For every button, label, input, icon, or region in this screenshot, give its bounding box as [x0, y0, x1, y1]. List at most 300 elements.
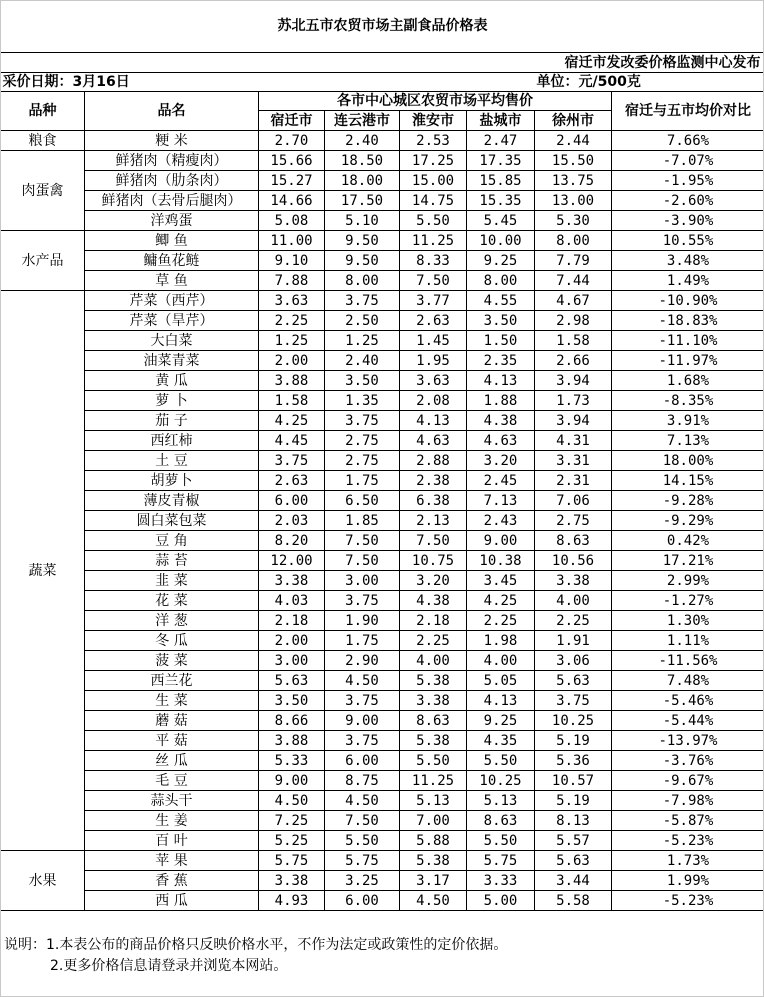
price-cell: 2.45 — [467, 471, 535, 491]
compare-cell: -5.46% — [612, 691, 764, 711]
price-cell: 4.13 — [400, 411, 467, 431]
item-name-cell: 平 菇 — [85, 731, 259, 751]
compare-cell: 7.13% — [612, 431, 764, 451]
compare-cell: -8.35% — [612, 391, 764, 411]
compare-cell: -5.44% — [612, 711, 764, 731]
price-cell: 5.25 — [259, 831, 325, 851]
price-cell: 5.05 — [467, 671, 535, 691]
compare-cell: 7.66% — [612, 131, 764, 151]
item-name-cell: 香 蕉 — [85, 871, 259, 891]
table-row — [1, 731, 764, 751]
price-cell: 4.03 — [259, 591, 325, 611]
table-row — [1, 131, 764, 151]
table-row — [1, 191, 764, 211]
price-cell: 6.00 — [325, 751, 400, 771]
price-cell: 3.06 — [535, 651, 612, 671]
price-cell: 10.57 — [535, 771, 612, 791]
price-cell: 5.50 — [467, 751, 535, 771]
price-cell: 3.75 — [325, 691, 400, 711]
item-name-cell: 豆 角 — [85, 531, 259, 551]
table-row — [1, 271, 764, 291]
price-cell: 1.73 — [535, 391, 612, 411]
compare-cell: -18.83% — [612, 311, 764, 331]
table-row — [1, 391, 764, 411]
compare-cell: -5.87% — [612, 811, 764, 831]
price-cell: 3.75 — [325, 591, 400, 611]
price-cell: 4.31 — [535, 431, 612, 451]
item-name-cell: 蒜头干 — [85, 791, 259, 811]
item-name-cell: 洋鸡蛋 — [85, 211, 259, 231]
price-cell: 10.25 — [535, 711, 612, 731]
price-cell: 5.00 — [467, 891, 535, 911]
price-cell: 1.88 — [467, 391, 535, 411]
header-city-group: 各市中心城区农贸市场平均售价 — [259, 92, 612, 111]
price-cell: 7.88 — [259, 271, 325, 291]
table-row — [1, 471, 764, 491]
price-cell: 8.13 — [535, 811, 612, 831]
table-row — [1, 551, 764, 571]
compare-cell: -3.90% — [612, 211, 764, 231]
price-cell: 4.25 — [259, 411, 325, 431]
compare-cell: 14.15% — [612, 471, 764, 491]
table-row — [1, 891, 764, 911]
table-row — [1, 691, 764, 711]
price-cell: 8.63 — [467, 811, 535, 831]
price-cell: 8.20 — [259, 531, 325, 551]
price-cell: 3.77 — [400, 291, 467, 311]
table-row — [1, 371, 764, 391]
price-cell: 2.40 — [325, 131, 400, 151]
price-cell: 4.45 — [259, 431, 325, 451]
header-city: 宿迁市 — [259, 111, 325, 131]
price-cell: 4.93 — [259, 891, 325, 911]
table-row — [1, 631, 764, 651]
price-cell: 4.38 — [467, 411, 535, 431]
compare-cell: 1.30% — [612, 611, 764, 631]
compare-cell: 3.48% — [612, 251, 764, 271]
compare-cell: 1.73% — [612, 851, 764, 871]
price-cell: 2.03 — [259, 511, 325, 531]
date-label: 采价日期：3月16日 — [1, 73, 325, 92]
price-cell: 2.18 — [400, 611, 467, 631]
table-row — [1, 811, 764, 831]
price-cell: 3.33 — [467, 871, 535, 891]
item-name-cell: 油菜青菜 — [85, 351, 259, 371]
price-cell: 2.75 — [325, 451, 400, 471]
table-row — [1, 431, 764, 451]
table-row — [1, 351, 764, 371]
price-cell: 4.50 — [259, 791, 325, 811]
compare-cell: 10.55% — [612, 231, 764, 251]
price-cell: 9.50 — [325, 231, 400, 251]
compare-cell: -7.07% — [612, 151, 764, 171]
item-name-cell: 鳙鱼花鲢 — [85, 251, 259, 271]
price-cell: 2.25 — [259, 311, 325, 331]
compare-cell: -2.60% — [612, 191, 764, 211]
price-cell: 2.53 — [400, 131, 467, 151]
price-cell: 6.50 — [325, 491, 400, 511]
price-cell: 14.75 — [400, 191, 467, 211]
category-cell: 粮食 — [1, 131, 85, 151]
item-name-cell: 鲜猪肉（肋条肉） — [85, 171, 259, 191]
price-cell: 7.50 — [325, 551, 400, 571]
price-cell: 7.13 — [467, 491, 535, 511]
price-cell: 3.45 — [467, 571, 535, 591]
category-cell: 肉蛋禽 — [1, 151, 85, 231]
table-row — [1, 751, 764, 771]
price-cell: 12.00 — [259, 551, 325, 571]
price-cell: 4.50 — [400, 891, 467, 911]
price-cell: 8.63 — [400, 711, 467, 731]
price-cell: 2.35 — [467, 351, 535, 371]
table-row — [1, 231, 764, 251]
unit-label: 单位：元/500克 — [535, 73, 764, 92]
price-cell: 3.75 — [325, 411, 400, 431]
price-cell: 1.58 — [259, 391, 325, 411]
header-city: 盐城市 — [467, 111, 535, 131]
price-cell: 3.75 — [259, 451, 325, 471]
price-cell: 7.25 — [259, 811, 325, 831]
item-name-cell: 鲜猪肉（精瘦肉） — [85, 151, 259, 171]
price-cell: 2.25 — [400, 631, 467, 651]
price-cell: 17.50 — [325, 191, 400, 211]
price-cell: 1.25 — [259, 331, 325, 351]
price-cell: 4.00 — [400, 651, 467, 671]
price-cell: 2.00 — [259, 631, 325, 651]
price-cell: 5.75 — [259, 851, 325, 871]
price-cell: 3.63 — [259, 291, 325, 311]
compare-cell: -1.95% — [612, 171, 764, 191]
price-cell: 8.66 — [259, 711, 325, 731]
item-name-cell: 鲫 鱼 — [85, 231, 259, 251]
compare-cell: 0.42% — [612, 531, 764, 551]
price-cell: 3.88 — [259, 371, 325, 391]
price-cell: 5.57 — [535, 831, 612, 851]
price-cell: 11.00 — [259, 231, 325, 251]
table-row — [1, 211, 764, 231]
compare-cell: 3.91% — [612, 411, 764, 431]
price-cell: 5.58 — [535, 891, 612, 911]
price-cell: 3.31 — [535, 451, 612, 471]
price-cell: 5.75 — [467, 851, 535, 871]
price-cell: 18.50 — [325, 151, 400, 171]
item-name-cell: 粳 米 — [85, 131, 259, 151]
price-cell: 2.70 — [259, 131, 325, 151]
price-cell: 7.50 — [400, 271, 467, 291]
price-cell: 2.75 — [325, 431, 400, 451]
price-cell: 2.38 — [400, 471, 467, 491]
table-row — [1, 771, 764, 791]
price-cell: 3.75 — [325, 291, 400, 311]
compare-cell: -1.27% — [612, 591, 764, 611]
price-cell: 6.00 — [259, 491, 325, 511]
price-cell: 3.00 — [259, 651, 325, 671]
price-cell: 15.50 — [535, 151, 612, 171]
price-cell: 7.79 — [535, 251, 612, 271]
price-cell: 4.63 — [400, 431, 467, 451]
price-cell: 3.75 — [535, 691, 612, 711]
price-cell: 10.38 — [467, 551, 535, 571]
price-cell: 5.10 — [325, 211, 400, 231]
item-name-cell: 鲜猪肉（去骨后腿肉） — [85, 191, 259, 211]
compare-cell: 17.21% — [612, 551, 764, 571]
price-cell: 5.30 — [535, 211, 612, 231]
compare-cell: 7.48% — [612, 671, 764, 691]
price-cell: 8.00 — [467, 271, 535, 291]
compare-cell: 1.49% — [612, 271, 764, 291]
compare-cell: -5.23% — [612, 891, 764, 911]
price-cell: 7.06 — [535, 491, 612, 511]
compare-cell: -11.10% — [612, 331, 764, 351]
price-cell: 9.00 — [259, 771, 325, 791]
compare-cell: -9.28% — [612, 491, 764, 511]
table-row — [1, 491, 764, 511]
price-cell: 15.85 — [467, 171, 535, 191]
price-cell: 4.13 — [467, 691, 535, 711]
item-name-cell: 茄 子 — [85, 411, 259, 431]
price-cell: 9.25 — [467, 711, 535, 731]
compare-cell: -10.90% — [612, 291, 764, 311]
category-cell: 水果 — [1, 851, 85, 911]
header-city: 徐州市 — [535, 111, 612, 131]
item-name-cell: 苹 果 — [85, 851, 259, 871]
table-row — [1, 671, 764, 691]
item-name-cell: 芹菜（西芹） — [85, 291, 259, 311]
price-cell: 1.75 — [325, 471, 400, 491]
price-cell: 3.17 — [400, 871, 467, 891]
price-cell: 2.25 — [467, 611, 535, 631]
price-cell: 5.75 — [325, 851, 400, 871]
price-cell: 3.38 — [400, 691, 467, 711]
price-cell: 3.50 — [467, 311, 535, 331]
header-name: 品名 — [85, 92, 259, 131]
price-cell: 3.94 — [535, 371, 612, 391]
price-cell: 1.25 — [325, 331, 400, 351]
item-name-cell: 芹菜（旱芹） — [85, 311, 259, 331]
price-cell: 5.50 — [325, 831, 400, 851]
price-cell: 2.90 — [325, 651, 400, 671]
table-row — [1, 611, 764, 631]
price-cell: 4.55 — [467, 291, 535, 311]
header-city: 连云港市 — [325, 111, 400, 131]
price-cell: 4.38 — [400, 591, 467, 611]
price-cell: 1.58 — [535, 331, 612, 351]
price-cell: 1.91 — [535, 631, 612, 651]
price-cell: 2.63 — [400, 311, 467, 331]
item-name-cell: 土 豆 — [85, 451, 259, 471]
price-cell: 8.00 — [535, 231, 612, 251]
price-cell: 5.45 — [467, 211, 535, 231]
table-row — [1, 531, 764, 551]
price-cell: 5.38 — [400, 671, 467, 691]
price-cell: 6.00 — [325, 891, 400, 911]
item-name-cell: 西红柿 — [85, 431, 259, 451]
price-cell: 3.63 — [400, 371, 467, 391]
price-cell: 3.20 — [400, 571, 467, 591]
item-name-cell: 花 菜 — [85, 591, 259, 611]
price-cell: 5.63 — [535, 671, 612, 691]
price-cell: 15.66 — [259, 151, 325, 171]
compare-cell: -13.97% — [612, 731, 764, 751]
footnote-line: 说明：1.本表公布的商品价格只反映价格水平，不作为法定或政策性的定价依据。 — [4, 937, 508, 953]
table-row — [1, 591, 764, 611]
price-cell: 9.00 — [467, 531, 535, 551]
price-cell: 7.00 — [400, 811, 467, 831]
item-name-cell: 大白菜 — [85, 331, 259, 351]
price-cell: 5.38 — [400, 851, 467, 871]
price-cell: 13.75 — [535, 171, 612, 191]
compare-cell: 18.00% — [612, 451, 764, 471]
price-cell: 2.66 — [535, 351, 612, 371]
compare-cell: 1.99% — [612, 871, 764, 891]
price-cell: 17.35 — [467, 151, 535, 171]
price-cell: 1.98 — [467, 631, 535, 651]
price-cell: 7.50 — [325, 811, 400, 831]
item-name-cell: 蘑 菇 — [85, 711, 259, 731]
category-cell: 水产品 — [1, 231, 85, 291]
compare-cell: -5.23% — [612, 831, 764, 851]
item-name-cell: 萝 卜 — [85, 391, 259, 411]
item-name-cell: 丝 瓜 — [85, 751, 259, 771]
price-cell: 1.90 — [325, 611, 400, 631]
price-cell: 3.50 — [259, 691, 325, 711]
price-cell: 2.47 — [467, 131, 535, 151]
footnote — [4, 935, 507, 977]
price-cell: 5.50 — [400, 751, 467, 771]
price-cell: 2.44 — [535, 131, 612, 151]
price-cell: 11.25 — [400, 231, 467, 251]
table-row — [1, 291, 764, 311]
table-row — [1, 831, 764, 851]
price-cell: 8.00 — [325, 271, 400, 291]
price-cell: 6.38 — [400, 491, 467, 511]
price-cell: 4.50 — [325, 791, 400, 811]
price-cell: 2.40 — [325, 351, 400, 371]
price-cell: 18.00 — [325, 171, 400, 191]
price-cell: 2.18 — [259, 611, 325, 631]
price-cell: 3.44 — [535, 871, 612, 891]
item-name-cell: 黄 瓜 — [85, 371, 259, 391]
price-cell: 3.88 — [259, 731, 325, 751]
compare-cell: -9.67% — [612, 771, 764, 791]
price-cell: 4.25 — [467, 591, 535, 611]
category-cell: 蔬菜 — [1, 291, 85, 851]
price-cell: 3.75 — [325, 731, 400, 751]
price-cell: 15.35 — [467, 191, 535, 211]
price-cell: 5.50 — [467, 831, 535, 851]
price-cell: 5.08 — [259, 211, 325, 231]
price-cell: 3.00 — [325, 571, 400, 591]
header-city: 淮安市 — [400, 111, 467, 131]
price-cell: 2.25 — [535, 611, 612, 631]
price-cell: 4.67 — [535, 291, 612, 311]
table-row — [1, 171, 764, 191]
compare-cell: -11.56% — [612, 651, 764, 671]
table-row — [1, 871, 764, 891]
price-cell: 5.63 — [535, 851, 612, 871]
table-row — [1, 851, 764, 871]
item-name-cell: 西兰花 — [85, 671, 259, 691]
price-cell: 3.94 — [535, 411, 612, 431]
price-cell: 2.08 — [400, 391, 467, 411]
price-cell: 5.19 — [535, 731, 612, 751]
price-cell: 1.95 — [400, 351, 467, 371]
item-name-cell: 韭 菜 — [85, 571, 259, 591]
item-name-cell: 蒜 苔 — [85, 551, 259, 571]
price-cell: 9.10 — [259, 251, 325, 271]
price-cell: 10.56 — [535, 551, 612, 571]
table-row — [1, 151, 764, 171]
price-cell: 13.00 — [535, 191, 612, 211]
price-cell: 7.44 — [535, 271, 612, 291]
price-cell: 1.50 — [467, 331, 535, 351]
footnote-line: 2.更多价格信息请登录并浏览本网站。 — [50, 958, 288, 974]
item-name-cell: 圆白菜包菜 — [85, 511, 259, 531]
price-cell: 4.35 — [467, 731, 535, 751]
item-name-cell: 生 菜 — [85, 691, 259, 711]
price-cell: 2.75 — [535, 511, 612, 531]
item-name-cell: 生 姜 — [85, 811, 259, 831]
price-cell: 5.63 — [259, 671, 325, 691]
price-cell: 5.50 — [400, 211, 467, 231]
item-name-cell: 菠 菜 — [85, 651, 259, 671]
price-cell: 3.38 — [259, 871, 325, 891]
price-cell: 14.66 — [259, 191, 325, 211]
price-cell: 1.35 — [325, 391, 400, 411]
price-cell: 2.43 — [467, 511, 535, 531]
compare-cell: 1.68% — [612, 371, 764, 391]
price-cell: 5.13 — [467, 791, 535, 811]
price-cell: 5.19 — [535, 791, 612, 811]
price-cell: 2.63 — [259, 471, 325, 491]
table-row — [1, 791, 764, 811]
price-cell: 7.50 — [325, 531, 400, 551]
compare-cell: 1.11% — [612, 631, 764, 651]
table-row — [1, 571, 764, 591]
item-name-cell: 草 鱼 — [85, 271, 259, 291]
price-cell: 2.98 — [535, 311, 612, 331]
price-cell: 3.38 — [259, 571, 325, 591]
price-cell: 4.00 — [535, 591, 612, 611]
price-cell: 15.27 — [259, 171, 325, 191]
price-cell: 5.88 — [400, 831, 467, 851]
price-cell: 4.63 — [467, 431, 535, 451]
item-name-cell: 胡萝卜 — [85, 471, 259, 491]
price-cell: 1.45 — [400, 331, 467, 351]
table-row — [1, 331, 764, 351]
price-cell: 9.50 — [325, 251, 400, 271]
price-cell: 3.50 — [325, 371, 400, 391]
price-cell: 5.33 — [259, 751, 325, 771]
price-cell: 11.25 — [400, 771, 467, 791]
price-cell: 9.25 — [467, 251, 535, 271]
compare-cell: -11.97% — [612, 351, 764, 371]
price-cell: 5.13 — [400, 791, 467, 811]
price-cell: 9.00 — [325, 711, 400, 731]
price-cell: 8.33 — [400, 251, 467, 271]
price-cell: 2.31 — [535, 471, 612, 491]
price-cell: 4.00 — [467, 651, 535, 671]
item-name-cell: 百 叶 — [85, 831, 259, 851]
price-cell: 2.88 — [400, 451, 467, 471]
price-cell: 3.20 — [467, 451, 535, 471]
table-title: 苏北五市农贸市场主副食品价格表 — [1, 0, 764, 53]
item-name-cell: 西 瓜 — [85, 891, 259, 911]
table-row — [1, 411, 764, 431]
table-row — [1, 651, 764, 671]
price-cell: 7.50 — [400, 531, 467, 551]
compare-cell: 2.99% — [612, 571, 764, 591]
